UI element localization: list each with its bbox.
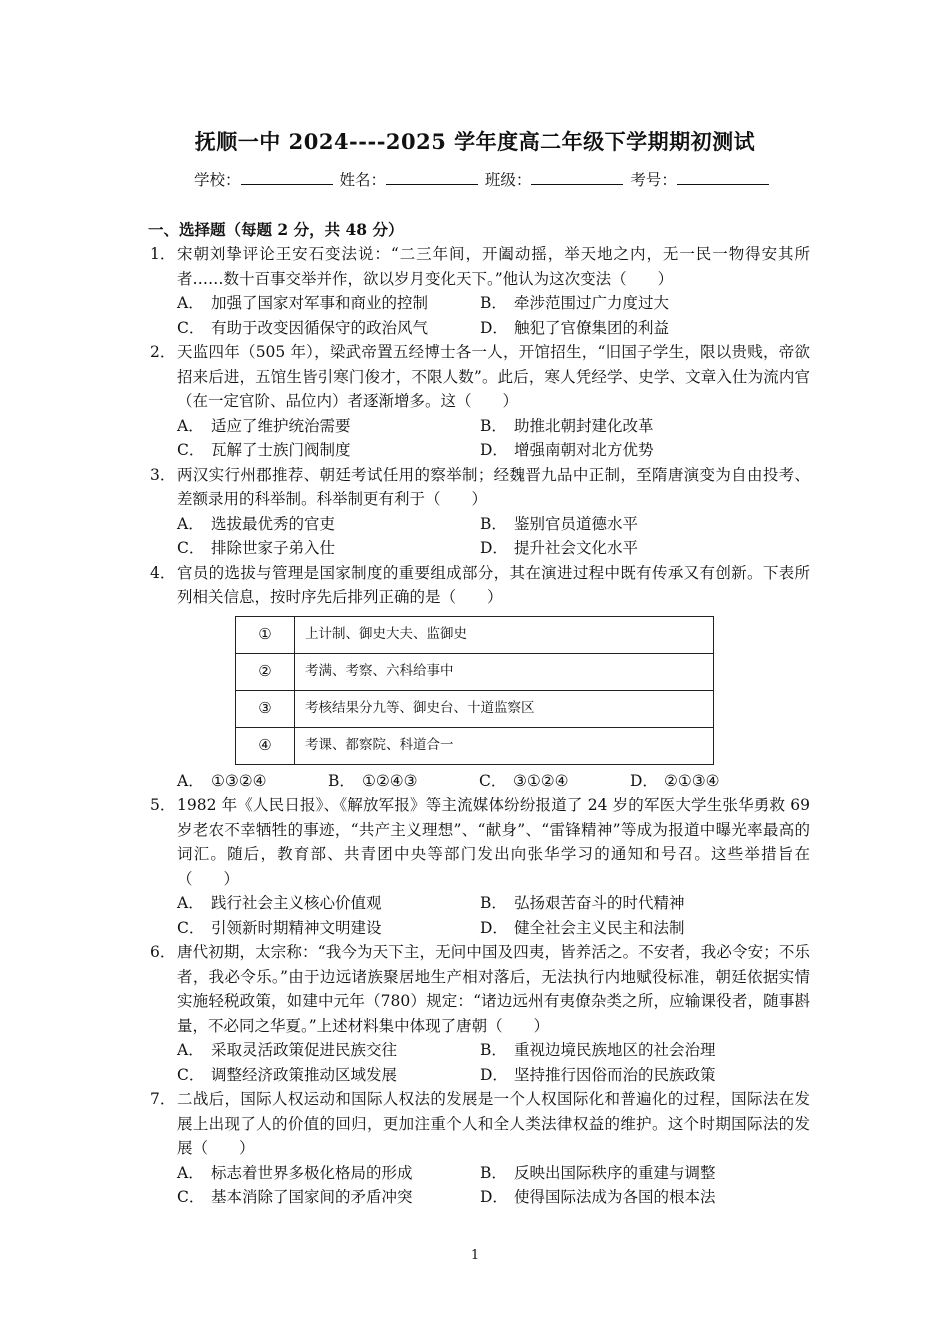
options [177, 291, 810, 340]
table-cell-text: 上计制、御史大夫、监御史 [295, 616, 714, 653]
table-row [236, 727, 714, 764]
question-stem: 天监四年（505 年），梁武帝置五经博士各一人，开馆招生，“旧国子学生，限以贵贱，帝欲招来后进，五馆生皆引寒门俊才，不限人数”。此后，寒人凭经学、史学、文章入仕为流内官（在一定官阶、品位内）者逐渐增多。这（ ） [177, 343, 810, 410]
options [177, 891, 810, 940]
question-5 [150, 793, 810, 940]
question-stem: 唐代初期，太宗称：“我今为天下主，无问中国及四夷，皆养活之。不安者，我必令安；不乐者，我必令乐。”由于边远诸族聚居地生产相对落后，无法执行内地赋役标准，朝廷依据实情实施轻税政策，如建中元年（780）规定：“诸边远州有夷僚杂类之所，应输课役者，随事斟量，不必同之华夏。”上述材料集中体现了唐朝（ ） [177, 943, 810, 1035]
option-c: C． ③①②④ [479, 771, 569, 790]
option-a: A． 选拔最优秀的官吏 [177, 514, 336, 533]
option-b: B． 助推北朝封建化改革 [480, 416, 654, 435]
section-heading: 一、选择题（每题 2 分，共 48 分） [148, 220, 404, 239]
option-b: B． 弘扬艰苦奋斗的时代精神 [480, 894, 685, 912]
page-title: 抚顺一中 2024----2025 学年度高二年级下学期期初测试 [194, 129, 756, 154]
name-blank [386, 170, 478, 185]
option-a: A． 采取灵活政策促进民族交往 [177, 1041, 398, 1059]
option-a: A． 标志着世界多极化格局的形成 [177, 1163, 413, 1182]
question-1 [150, 242, 810, 340]
option-b: B． 重视边境民族地区的社会治理 [480, 1041, 716, 1059]
option-a: A． 加强了国家对军事和商业的控制 [177, 294, 429, 312]
option-d: D． 坚持推行因俗而治的民族政策 [480, 1065, 716, 1084]
table-cell-index: ③ [236, 690, 295, 727]
question-4 [150, 561, 810, 794]
option-c: C． 有助于改变因循保守的政治风气 [177, 318, 429, 337]
question-stem: 二战后，国际人权运动和国际人权法的发展是一个人权国际化和普遍化的过程，国际法在发展上出现了人的价值的回归，更加注重个人和全人类法律权益的维护。这个时期国际法的发展（ ） [177, 1090, 810, 1157]
exam-number-blank [677, 170, 769, 185]
question-stem: 两汉实行州郡推荐、朝廷考试任用的察举制；经魏晋九品中正制，至隋唐演变为自由投考、差额录用的科举制。科举制更有利于（ ） [177, 465, 810, 508]
table-row [236, 690, 714, 727]
table-row [236, 653, 714, 690]
table-row [236, 616, 714, 653]
options [177, 769, 810, 794]
option-d: D． 提升社会文化水平 [480, 539, 639, 557]
question-list [150, 242, 810, 1210]
page-number: 1 [470, 1248, 480, 1263]
options [177, 512, 810, 561]
option-b: B． 反映出国际秩序的重建与调整 [480, 1163, 716, 1182]
school-label: 学校： [194, 171, 241, 189]
table-cell-index: ① [236, 616, 295, 653]
option-d: D． 触犯了官僚集团的利益 [480, 318, 670, 337]
options [177, 414, 810, 463]
option-d: D． ②①③④ [630, 771, 720, 790]
class-blank [531, 170, 623, 185]
option-d: D． 增强南朝对北方优势 [480, 441, 654, 459]
option-c: C． 调整经济政策推动区域发展 [177, 1065, 398, 1084]
school-blank [241, 170, 333, 185]
question-stem: 1982 年《人民日报》、《解放军报》等主流媒体纷纷报道了 24 岁的军医大学生张华勇救 69 岁老农不幸牺牲的事迹，“共产主义理想”、“献身”、“雷锋精神”等成为报道中曝光率最高的词汇。随后，教育部、共青团中央等部门发出向张华学习的通知和号召。这些举措旨在（ ） [177, 796, 810, 888]
question-number: 3． [150, 465, 176, 484]
option-d: D． 使得国际法成为各国的根本法 [480, 1188, 716, 1206]
question-number: 2． [150, 343, 176, 361]
exam-number-label: 考号： [630, 171, 677, 189]
options [177, 1038, 810, 1087]
question-6 [150, 940, 810, 1087]
question-stem: 官员的选拔与管理是国家制度的重要组成部分，其在演进过程中既有传承又有创新。下表所列相关信息，按时序先后排列正确的是（ ） [177, 563, 810, 606]
table-cell-text: 考核结果分九等、御史台、十道监察区 [295, 690, 714, 727]
table-cell-index: ② [236, 653, 295, 690]
option-c: C． 基本消除了国家间的矛盾冲突 [177, 1188, 413, 1206]
option-a: A． ①③②④ [177, 771, 267, 790]
info-table [235, 616, 714, 765]
question-number: 5． [150, 796, 176, 814]
question-7 [150, 1087, 810, 1210]
student-info-line [194, 168, 771, 190]
option-b: B． ①②④③ [328, 771, 418, 790]
option-b: B． 鉴别官员道德水平 [480, 514, 639, 533]
question-number: 7． [150, 1090, 176, 1108]
table-cell-text: 考满、考察、六科给事中 [295, 653, 714, 690]
name-label: 姓名： [339, 171, 386, 189]
question-stem: 宋朝刘挚评论王安石变法说：“二三年间，开阖动摇，举天地之内，无一民一物得安其所者……数十百事交举并作，欲以岁月变化天下。”他认为这次变法（ ） [177, 245, 810, 288]
table-cell-text: 考课、都察院、科道合一 [295, 727, 714, 764]
question-2 [150, 340, 810, 463]
question-number: 1． [150, 245, 176, 263]
question-3 [150, 463, 810, 561]
table-cell-index: ④ [236, 727, 295, 764]
question-number: 4． [150, 563, 176, 582]
option-a: A． 适应了维护统治需要 [177, 416, 351, 435]
option-c: C． 引领新时期精神文明建设 [177, 918, 382, 937]
class-label: 班级： [484, 171, 532, 189]
option-a: A． 践行社会主义核心价值观 [177, 894, 382, 912]
question-number: 6． [150, 943, 176, 961]
option-d: D． 健全社会主义民主和法制 [480, 918, 685, 937]
options [177, 1161, 810, 1210]
option-c: C． 排除世家子弟入仕 [177, 539, 336, 557]
option-b: B． 牵涉范围过广力度过大 [480, 294, 670, 312]
option-c: C． 瓦解了士族门阀制度 [177, 441, 351, 459]
